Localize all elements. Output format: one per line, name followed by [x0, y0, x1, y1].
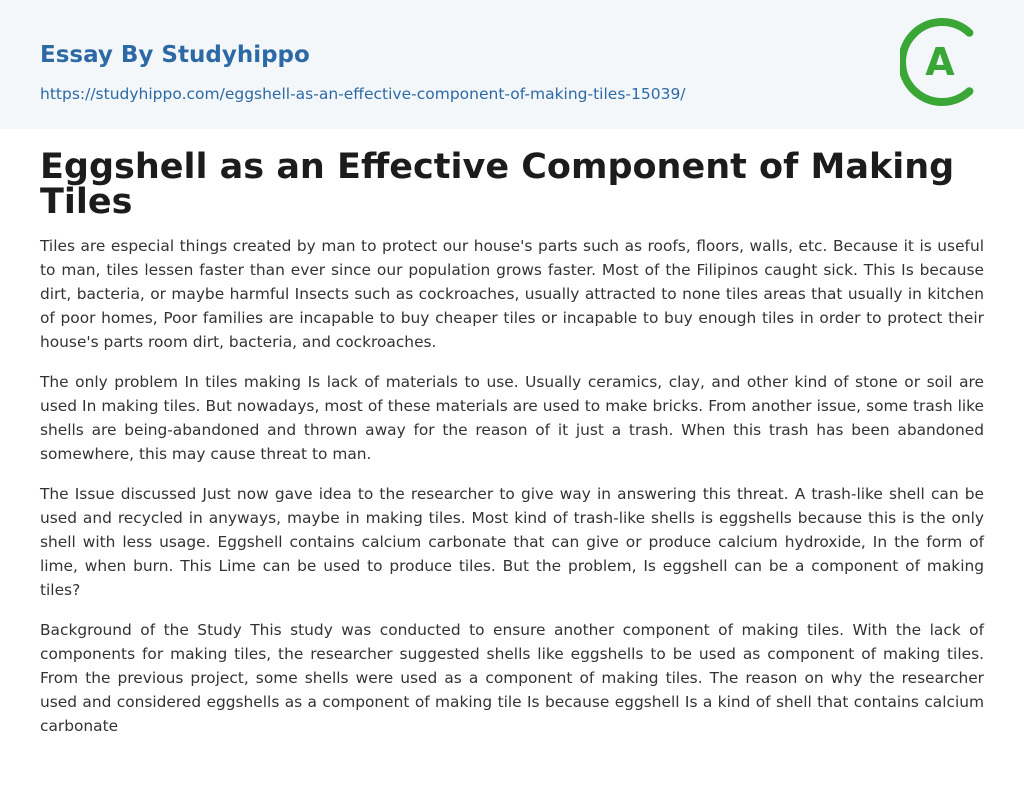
essay-url-link[interactable]: https://studyhippo.com/eggshell-as-an-effective-component-of-making-tiles-15039/ [40, 85, 686, 103]
studyhippo-logo-icon[interactable] [900, 18, 988, 106]
essay-title: Eggshell as an Effective Component of Making Tiles [40, 147, 955, 222]
paragraph: The Issue discussed Just now gave idea to the researcher to give way in answering this threat. A trash-like shell can be used and recycled in anyways, maybe in making tiles. Most kind of trash-like shells is eggshells because this is the only shell with less usage. Eggshell contains calcium carbonate that can give or produce calcium hydroxide, In the form of lime, when burn. This Lime can be used to produce tiles. But the problem, Is eggshell can be a component of making tiles? [40, 485, 984, 599]
paragraph: Background of the Study This study was conducted to ensure another component of making tiles. With the lack of components for making tiles, the researcher suggested shells like eggshells to be used as component of making tiles. From the previous project, some shells were used as a component of making tiles. The reason on why the researcher used and considered eggshells as a component of making tile Is because eggshell Is a kind of shell that contains calcium carbonate [40, 621, 984, 735]
page-header [0, 0, 1024, 129]
paragraph: Tiles are especial things created by man to protect our house's parts such as roofs, floors, walls, etc. Because it is useful to man, tiles lessen faster than ever since our population grows faster. Most of the Filipinos caught sick. This Is because dirt, bacteria, or maybe harmful Insects such as cockroaches, usually attracted to none tiles areas that usually in kitchen of poor homes, Poor families are incapable to buy cheaper tiles or incapable to buy enough tiles in order to protect their house's parts room dirt, bacteria, and cockroaches. [40, 237, 984, 351]
essay-body [40, 234, 984, 754]
logo-letter: A [925, 40, 955, 84]
paragraph: The only problem In tiles making Is lack of materials to use. Usually ceramics, clay, and other kind of stone or soil are used In making tiles. But nowadays, most of these materials are used to make bricks. From another issue, some trash like shells are being-abandoned and thrown away for the reason of it just a trash. When this trash has been abandoned somewhere, this may cause threat to man. [40, 373, 984, 463]
brand-title[interactable]: Essay By Studyhippo [40, 42, 310, 68]
